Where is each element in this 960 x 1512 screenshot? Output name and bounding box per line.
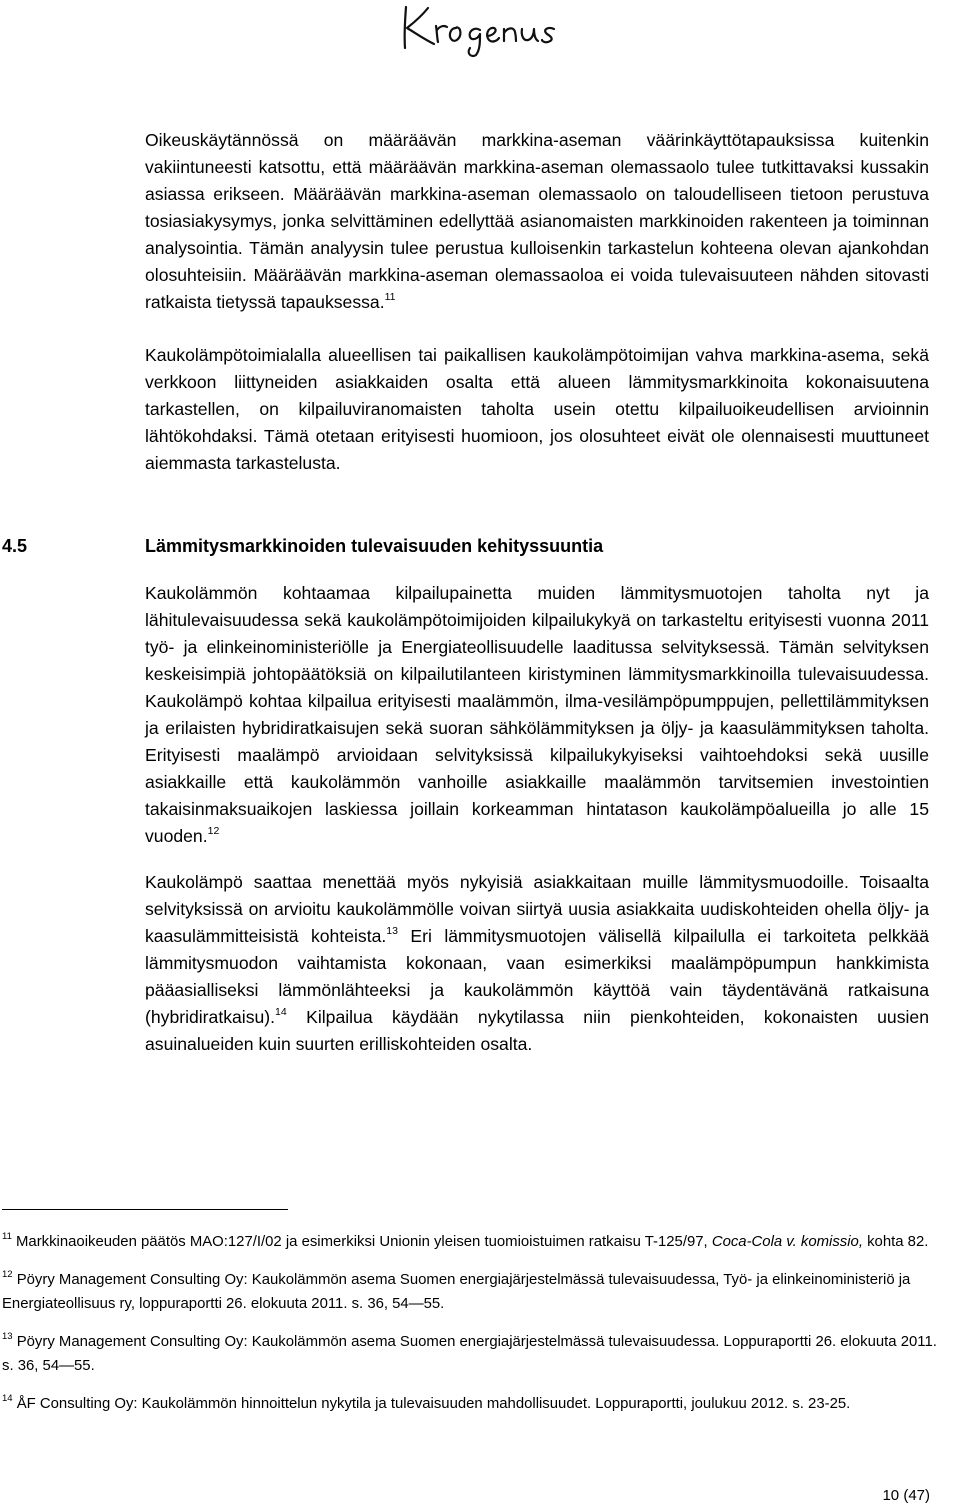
footnote-number: 14 [2,1393,13,1405]
paragraph-text: Oikeuskäytännössä on määräävän markkina-aseman väärinkäyttötapauksissa kuitenkin vakiintuneesti katsottu, että määräävän markkina-aseman olemassaolo tulee tutkittavaksi kussakin asiassa erikseen. Määräävän markkina-aseman olemassaolo on taloudelliseen tietoon perustuva tosiasiakysymys, jonka selvittäminen edellyttää asianomaisten markkinoiden rakenteen ja toiminnan analysointia. Tämän analyysin tulee perustua kulloisenkin tarkastelun kohteena olevan ajankohdan olosuhteisiin. Määräävän markkina-aseman olemassaoloa ei voida tulevaisuuteen nähden sitovasti ratkaista tietyssä tapauksessa. [145,130,929,312]
footnote-text: kohta 82. [862,1234,929,1250]
footnote-text: Pöyry Management Consulting Oy: Kaukolämmön asema Suomen energiajärjestelmässä tulevaisuudessa, Työ- ja elinkeinoministeriö ja Energiateollisuus ry, loppuraportti 26. elokuuta 2011. s. 36, 54—55. [2,1272,911,1312]
krogerus-logo-mark [398,2,570,58]
krogerus-logo [398,2,570,58]
paragraph [145,580,929,850]
footnote-number: 11 [2,1231,12,1243]
footnotes [2,1230,942,1430]
footnote-text: Markkinaoikeuden päätös MAO:127/I/02 ja esimerkiksi Unionin yleisen tuomioistuimen ratkaisu T-125/97, [11,1234,712,1250]
footnote-separator [2,1209,288,1210]
paragraph [145,127,929,316]
footnote-ref: 12 [207,825,220,838]
paragraph-text: Kaukolämmön kohtaamaa kilpailupainetta muiden lämmitysmuotojen taholta nyt ja lähitulevaisuudessa sekä kaukolämpötoimijoiden kilpailukykyä on tarkasteltu erityisesti vuonna 2011 työ- ja elinkeinoministeriölle ja Energiateollisuudelle laaditussa selvityksessä. Tämän selvityksen keskeisimpiä johtopäätöksiä on kilpailutilanteen kiristyminen lämmitysmarkkinoilla tulevaisuudessa. Kaukolämpö kohtaa kilpailua erityisesti maalämmön, ilma-vesilämpöpumppujen, pellettilämmityksen ja erilaisten hybridiratkaisujen sekä suoran sähkölämmityksen ja öljy- ja kaasulämmityksen taholta. Erityisesti maalämpö arvioidaan selvityksissä kilpailukykyiseksi vaihtoehdoksi sekä uusille asiakkaille että kaukolämmön vanhoille asiakkaille maalämmön tarvitsemien investointien takaisinmaksuaikojen laskiessa joillain korkeamman hintatason kaukolämpöalueilla jo alle 15 vuoden. [145,583,929,846]
paragraph-text: Eri lämmitysmuotojen välisellä kilpailulla ei tarkoiteta pelkkää lämmitysmuodon vaihtamista kokonaan, vaan esimerkiksi maalämpöpumpun hankkimista pääasialliseksi lämmönlähteeksi ja kaukolämmön käyttöä vain täydentävänä ratkaisuna (hybridiratkaisu). [145,926,930,1027]
section-number: 4.5 [2,536,28,556]
footnote-text: ÅF Consulting Oy: Kaukolämmön hinnoittelun nykytila ja tulevaisuuden mahdollisuudet. Loppuraportti, joulukuu 2012. s. 23-25. [12,1396,851,1412]
footnote-ref: 11 [384,291,396,304]
footnote-number: 13 [2,1331,13,1343]
section-text-block [145,580,929,1058]
page-number: 10 (47) [882,1487,930,1504]
footnote-text: Pöyry Management Consulting Oy: Kaukolämmön asema Suomen energiajärjestelmässä tulevaisuudessa. Loppuraportti 26. elokuuta 2011. s. 36, 54—55. [2,1334,937,1374]
footnote-number: 12 [2,1269,13,1281]
footnote [2,1230,942,1254]
paragraph-text: Kaukolämpötoimialalla alueellisen tai paikallisen kaukolämpötoimijan vahva markkina-asema, sekä verkkoon liittyneiden asiakkaiden osalta että alueen lämmitysmarkkinoita kokonaisuutena tarkastellen, on kilpailuviranomaisten taholta usein otettu kilpailuoikeudellisen arvioinnin lähtökohdaksi. Tämä otetaan erityisesti huomioon, jos olosuhteet eivät ole olennaisesti muuttuneet aiemmasta tarkastelusta. [145,345,929,473]
intro-text-block [145,127,929,477]
paragraph [145,342,929,477]
footnote-case-name: Coca-Cola v. komissio, [711,1234,863,1250]
paragraph-text: Kaukolämpö saattaa menettää myös nykyisiä asiakkaitaan muille lämmitysmuodoille. Toisaalta selvityksissä on arvioitu kaukolämmölle voivan siirtyä uusia asiakkaita uudiskohteiden ohella öljy- ja kaasulämmitteisistä kohteista. [145,872,929,946]
footnote [2,1330,942,1378]
paragraph-text: Kilpailua käydään nykytilassa niin pienkohteiden, kokonaisten uusien asuinalueiden kuin suurten erilliskohteiden osalta. [145,1007,929,1054]
paragraph [145,869,929,1058]
footnote-ref: 14 [275,1006,287,1019]
section-heading [2,531,932,561]
section-title: Lämmitysmarkkinoiden tulevaisuuden kehityssuuntia [145,536,604,556]
footnote-ref: 13 [386,925,398,938]
footnote [2,1392,942,1416]
footnote [2,1268,942,1316]
